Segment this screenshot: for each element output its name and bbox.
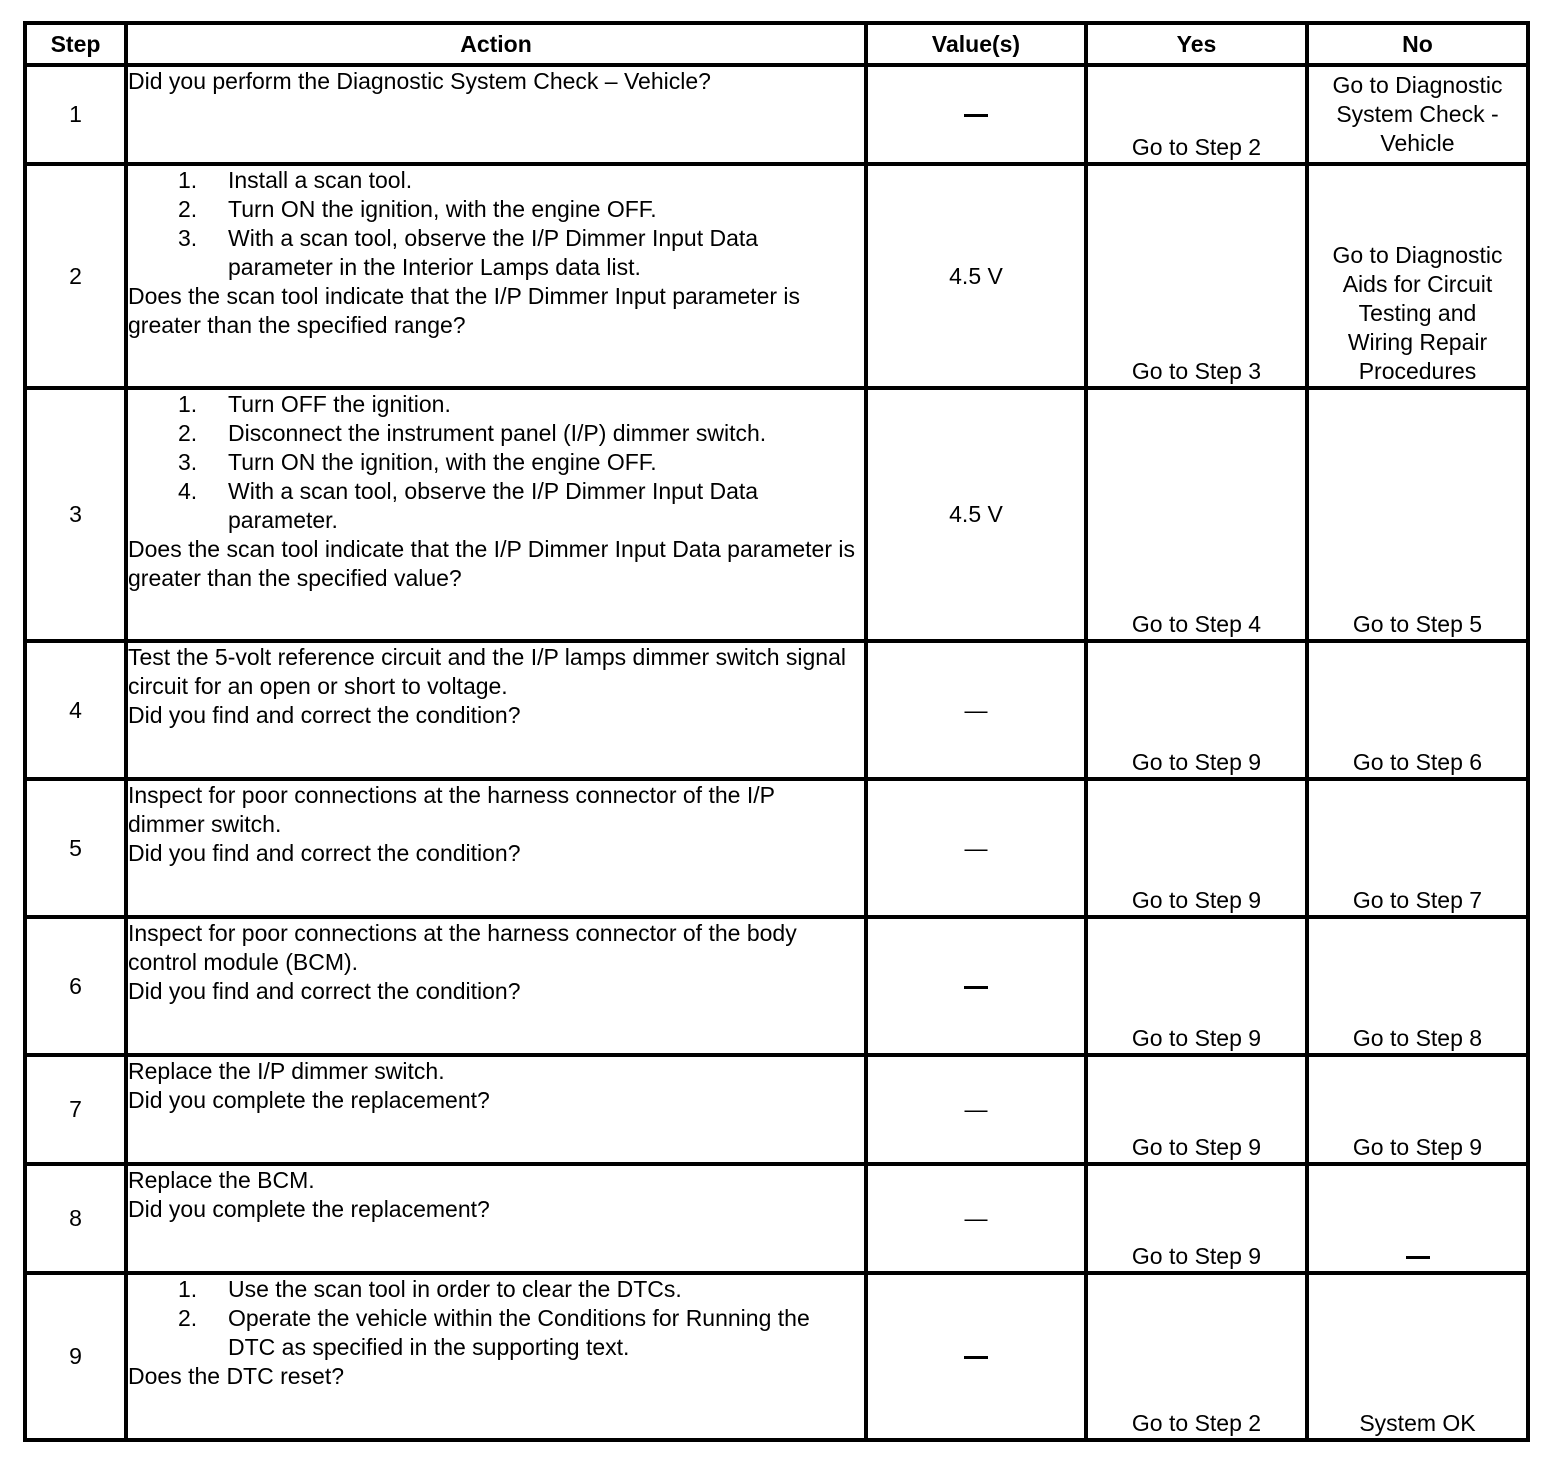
no-cell: Go to Step 7 (1307, 779, 1528, 917)
table-row-step-9 (25, 1273, 1528, 1440)
no-cell: Go to Diagnostic System Check - Vehicle (1307, 65, 1528, 164)
no-cell: System OK (1307, 1273, 1528, 1440)
no-cell: Go to Step 9 (1307, 1055, 1528, 1164)
value-cell (866, 917, 1086, 1055)
step-number: 5 (25, 779, 126, 917)
action-cell (126, 65, 866, 164)
no-cell (1307, 1164, 1528, 1273)
list-item: 1. Use the scan tool in order to clear the DTCs. (178, 1276, 682, 1302)
yes-cell: Go to Step 3 (1086, 164, 1307, 388)
step-number: 7 (25, 1055, 126, 1164)
action-cell (126, 641, 866, 779)
dash-mark (1406, 1256, 1430, 1259)
value-cell: — (866, 641, 1086, 779)
header-row (25, 23, 1528, 65)
action-cell (126, 164, 866, 388)
table-row-step-3 (25, 388, 1528, 641)
list-item: 1. Install a scan tool. (178, 167, 413, 193)
header-yes: Yes (1086, 23, 1307, 65)
table-row-step-8 (25, 1164, 1528, 1273)
list-item: 3. With a scan tool, observe the I/P Dimmer Input Data parameter in the Interior Lamps data list. (178, 225, 759, 280)
header-no: No (1307, 23, 1528, 65)
action-text: Did you perform the Diagnostic System Check – Vehicle? (128, 68, 711, 94)
table-row-step-1 (25, 65, 1528, 164)
action-text: Inspect for poor connections at the harness connector of the I/P dimmer switch. (128, 782, 775, 837)
value-cell: — (866, 1055, 1086, 1164)
action-question: Does the DTC reset? (128, 1363, 345, 1389)
header-values: Value(s) (866, 23, 1086, 65)
action-question: Did you find and correct the condition? (128, 840, 521, 866)
yes-cell: Go to Step 2 (1086, 65, 1307, 164)
yes-cell: Go to Step 2 (1086, 1273, 1307, 1440)
yes-cell: Go to Step 9 (1086, 1164, 1307, 1273)
action-question: Did you complete the replacement? (128, 1196, 490, 1222)
no-cell: Go to Step 5 (1307, 388, 1528, 641)
action-question: Did you complete the replacement? (128, 1087, 490, 1113)
list-item: 1. Turn OFF the ignition. (178, 391, 451, 417)
list-item: 4. With a scan tool, observe the I/P Dimmer Input Data parameter. (178, 478, 759, 533)
yes-cell: Go to Step 9 (1086, 1055, 1307, 1164)
action-text: Replace the I/P dimmer switch. (128, 1058, 445, 1084)
no-cell: Go to Step 6 (1307, 641, 1528, 779)
action-cell (126, 917, 866, 1055)
no-cell: Go to Step 8 (1307, 917, 1528, 1055)
action-cell (126, 388, 866, 641)
header-action: Action (126, 23, 866, 65)
action-cell (126, 1055, 866, 1164)
yes-cell: Go to Step 9 (1086, 641, 1307, 779)
action-text: Inspect for poor connections at the harness connector of the body control module (BCM). (128, 920, 797, 975)
action-question: Did you find and correct the condition? (128, 702, 521, 728)
yes-cell: Go to Step 4 (1086, 388, 1307, 641)
list-item: 2. Operate the vehicle within the Conditions for Running the DTC as specified in the supporting text. (178, 1305, 810, 1360)
action-steps (128, 1275, 864, 1362)
action-cell (126, 779, 866, 917)
header-step: Step (25, 23, 126, 65)
step-number: 3 (25, 388, 126, 641)
yes-cell: Go to Step 9 (1086, 779, 1307, 917)
step-number: 8 (25, 1164, 126, 1273)
value-cell: 4.5 V (866, 388, 1086, 641)
table-row-step-7 (25, 1055, 1528, 1164)
value-cell (866, 1273, 1086, 1440)
action-question: Does the scan tool indicate that the I/P Dimmer Input Data parameter is greater than the specified value? (128, 536, 855, 591)
list-item: 3. Turn ON the ignition, with the engine OFF. (178, 449, 657, 475)
step-number: 2 (25, 164, 126, 388)
action-steps (128, 166, 864, 282)
dash-mark (964, 1356, 988, 1359)
action-text: Test the 5-volt reference circuit and the I/P lamps dimmer switch signal circuit for an open or short to voltage. (128, 644, 846, 699)
action-question: Does the scan tool indicate that the I/P Dimmer Input parameter is greater than the specified range? (128, 283, 801, 338)
action-cell (126, 1164, 866, 1273)
action-steps (128, 390, 864, 535)
value-cell: 4.5 V (866, 164, 1086, 388)
dash-mark (964, 114, 988, 117)
table-row-step-6 (25, 917, 1528, 1055)
step-number: 6 (25, 917, 126, 1055)
table-row-step-4 (25, 641, 1528, 779)
action-cell (126, 1273, 866, 1440)
dash-mark (964, 986, 988, 989)
list-item: 2. Turn ON the ignition, with the engine OFF. (178, 196, 657, 222)
action-question: Did you find and correct the condition? (128, 978, 521, 1004)
yes-cell: Go to Step 9 (1086, 917, 1307, 1055)
value-cell: — (866, 779, 1086, 917)
table-row-step-2 (25, 164, 1528, 388)
value-cell: — (866, 1164, 1086, 1273)
action-text: Replace the BCM. (128, 1167, 315, 1193)
no-cell: Go to Diagnostic Aids for Circuit Testing and Wiring Repair Procedures (1307, 164, 1528, 388)
diagnostic-table (23, 21, 1530, 1442)
list-item: 2. Disconnect the instrument panel (I/P) dimmer switch. (178, 420, 767, 446)
step-number: 9 (25, 1273, 126, 1440)
step-number: 4 (25, 641, 126, 779)
table-row-step-5 (25, 779, 1528, 917)
step-number: 1 (25, 65, 126, 164)
value-cell (866, 65, 1086, 164)
